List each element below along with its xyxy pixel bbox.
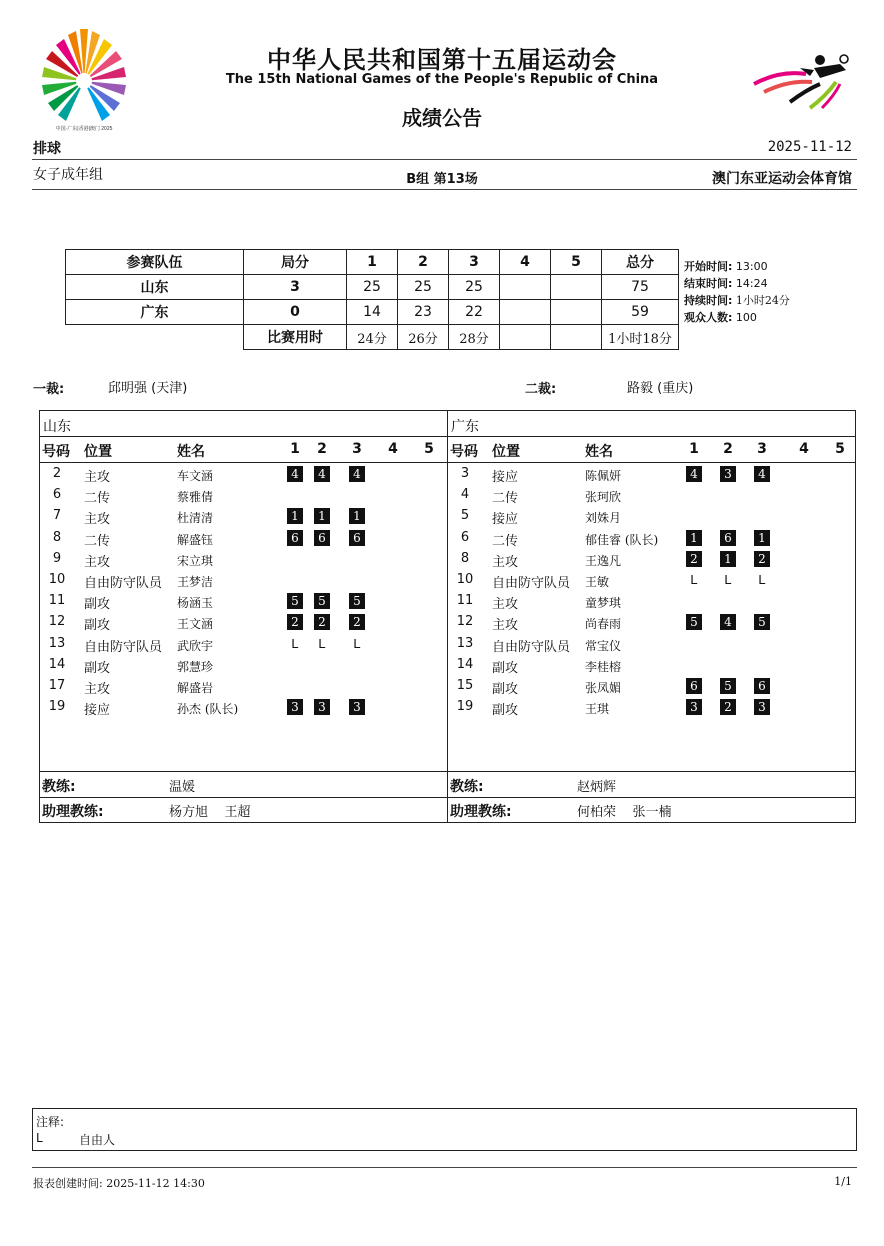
player-name: 王敏 (585, 575, 610, 589)
starting-position: 3 (754, 699, 770, 715)
player-position: 主攻 (492, 597, 519, 613)
starting-position: 2 (314, 614, 330, 630)
header-set-2: 2 (723, 441, 733, 457)
header-set-1: 1 (347, 250, 398, 275)
notes-meaning: 自由人 (79, 1133, 116, 1147)
player-number: 14 (456, 656, 474, 672)
player-row (40, 634, 447, 655)
player-name: 宋立琪 (177, 553, 214, 568)
starting-position: L (724, 572, 732, 587)
second-referee-label: 二裁: (525, 382, 557, 397)
starting-position: 6 (287, 530, 303, 546)
end-time: 14:24 (735, 277, 768, 290)
player-name: 李桂榕 (585, 659, 622, 674)
player-name: 解盛岩 (177, 681, 214, 695)
player-name: 王逸凡 (585, 553, 622, 568)
player-number: 2 (52, 466, 62, 481)
player-name: 武欣宇 (177, 638, 214, 653)
team-b-set-2: 23 (398, 300, 449, 325)
score-row-team-b (66, 300, 679, 325)
duration-time: 1小时24分 (735, 294, 790, 307)
player-name: 王梦洁 (177, 575, 214, 589)
divider (448, 462, 855, 463)
end-time-label: 结束时间: (684, 277, 733, 290)
starting-position: 3 (314, 699, 330, 715)
starting-position: 4 (754, 466, 770, 482)
header-set-5: 5 (551, 250, 602, 275)
player-number: 8 (52, 529, 62, 545)
header-set-2: 2 (398, 250, 449, 275)
starting-position: 2 (287, 614, 303, 630)
team-b-set-1: 14 (347, 300, 398, 325)
player-position: 副攻 (492, 703, 519, 719)
starting-position: 1 (287, 508, 303, 524)
starting-position: 5 (287, 593, 303, 609)
divider (448, 797, 855, 798)
starting-position: L (758, 572, 766, 587)
team-a-set-5 (551, 275, 602, 300)
divider (448, 771, 855, 772)
score-table (65, 249, 679, 350)
player-name: 杨涵玉 (177, 596, 214, 611)
starting-position: 5 (720, 678, 736, 694)
player-name: 常宝仪 (585, 638, 622, 653)
player-position: 接应 (84, 703, 111, 719)
group-match-label: B组 第13场 (406, 172, 478, 187)
player-number: 17 (48, 678, 66, 693)
player-number: 6 (460, 529, 470, 545)
player-position: 自由防守队员 (492, 639, 571, 655)
player-name: 刘姝月 (585, 511, 622, 526)
team-a-set-1: 25 (347, 275, 398, 300)
player-position: 自由防守队员 (84, 639, 163, 655)
team-a-total: 75 (602, 275, 679, 300)
duration-set-5 (551, 325, 602, 350)
player-position: 主攻 (492, 554, 519, 570)
duration-set-3: 28分 (449, 325, 500, 350)
match-info (684, 258, 790, 326)
player-row (448, 570, 855, 591)
divider (40, 462, 447, 463)
coach-name: 温媛 (169, 780, 196, 795)
player-position: 二传 (84, 491, 111, 507)
player-row (448, 676, 855, 697)
audience-label: 观众人数: (684, 311, 733, 324)
duration-time-label: 持续时间: (684, 294, 733, 307)
team-a-sets: 3 (244, 275, 347, 300)
starting-position: L (353, 635, 361, 651)
player-position: 二传 (492, 533, 519, 549)
player-position: 主攻 (84, 682, 111, 697)
player-number: 10 (48, 572, 66, 587)
coach-label: 教练: (450, 779, 484, 795)
player-name: 蔡雅倩 (177, 490, 214, 505)
starting-position: 3 (686, 699, 702, 715)
divider (40, 771, 447, 772)
player-name: 杜清清 (177, 511, 214, 526)
sport-label: 排球 (33, 141, 61, 157)
player-row (40, 506, 447, 527)
audience-count: 100 (735, 311, 757, 324)
starting-position: 3 (349, 699, 365, 715)
team-b-set-4 (500, 300, 551, 325)
category-label: 女子成年组 (33, 167, 103, 183)
player-row (448, 528, 855, 549)
player-number: 9 (52, 550, 62, 566)
starting-position: 2 (686, 551, 702, 567)
start-time: 13:00 (735, 260, 768, 273)
player-position: 主攻 (492, 618, 519, 634)
team-a-name: 山东 (66, 275, 244, 300)
player-number: 11 (48, 593, 66, 609)
player-position: 二传 (84, 533, 111, 549)
player-number: 8 (460, 550, 470, 566)
logo-caption: 中国·广东|香港|澳门 2025 (55, 126, 113, 132)
player-number: 13 (48, 635, 66, 651)
divider (40, 436, 447, 437)
player-row (448, 464, 855, 485)
player-number: 4 (460, 487, 470, 503)
header-no: 号码 (42, 444, 70, 460)
coach-label: 教练: (42, 779, 76, 795)
player-number: 7 (52, 508, 62, 524)
header-set-3: 3 (449, 250, 500, 275)
player-name: 王琪 (585, 702, 610, 717)
starting-position: 1 (686, 530, 702, 546)
header-set-2: 2 (317, 441, 327, 457)
player-row (448, 612, 855, 633)
header-set-4: 4 (388, 441, 398, 457)
player-name: 郭慧珍 (177, 659, 214, 674)
starting-position: 6 (686, 678, 702, 694)
header-set-5: 5 (835, 441, 845, 457)
assistant-coach-label: 助理教练: (42, 804, 104, 820)
starting-position: 4 (314, 466, 330, 482)
team-name: 广东 (451, 419, 479, 435)
assistant-coach-names: 何柏荣 张一楠 (577, 805, 672, 820)
starting-position: 6 (754, 678, 770, 694)
player-row (40, 464, 447, 485)
match-date: 2025-11-12 (767, 139, 852, 155)
team-b-lineup (447, 410, 856, 823)
player-row (448, 485, 855, 506)
player-number: 11 (456, 593, 474, 609)
player-row (40, 485, 447, 506)
player-number: 19 (456, 699, 474, 715)
team-a-set-2: 25 (398, 275, 449, 300)
score-row-team-a (66, 275, 679, 300)
header-total: 总分 (602, 250, 679, 275)
player-number: 3 (460, 466, 470, 481)
games-title-en: The 15th National Games of the People's Republic of China (225, 72, 659, 87)
starting-position: L (318, 635, 326, 651)
player-row (448, 506, 855, 527)
player-row (40, 591, 447, 612)
header-no: 号码 (450, 444, 478, 460)
first-referee-label: 一裁: (33, 382, 65, 397)
games-title-cn: 中华人民共和国第十五届运动会 (267, 46, 617, 74)
header-divider-bottom (32, 189, 857, 190)
header-set-1: 1 (290, 441, 300, 457)
coach-name: 赵炳辉 (577, 780, 617, 795)
player-number: 13 (456, 635, 474, 651)
player-name: 张凤媚 (585, 681, 622, 695)
duration-set-4 (500, 325, 551, 350)
header-set-3: 3 (757, 441, 767, 457)
page-number: 1/1 (834, 1175, 852, 1188)
notes-box (32, 1108, 857, 1151)
footer-divider (32, 1167, 857, 1168)
team-name: 山东 (43, 419, 71, 435)
starting-position: L (690, 572, 698, 587)
player-position: 副攻 (492, 660, 519, 676)
starting-position: 2 (720, 699, 736, 715)
starting-position: 2 (349, 614, 365, 630)
team-b-set-3: 22 (449, 300, 500, 325)
duration-total: 1小时18分 (602, 325, 679, 350)
player-row (448, 655, 855, 676)
duration-set-1: 24分 (347, 325, 398, 350)
second-referee: 路毅 (重庆) (627, 381, 694, 396)
header-team: 参赛队伍 (66, 250, 244, 275)
starting-position: 5 (314, 593, 330, 609)
player-name: 郁佳睿 (队长) (585, 532, 659, 547)
starting-position: 5 (754, 614, 770, 630)
assistant-coach-label: 助理教练: (450, 804, 512, 820)
player-number: 15 (456, 678, 474, 693)
player-row (40, 676, 447, 697)
team-b-sets: 0 (244, 300, 347, 325)
starting-position: 3 (720, 466, 736, 482)
starting-position: 4 (349, 466, 365, 482)
player-position: 接应 (492, 470, 519, 485)
player-row (40, 570, 447, 591)
player-row (40, 528, 447, 549)
duration-row (66, 325, 679, 350)
player-number: 6 (52, 487, 62, 503)
header-divider (32, 159, 857, 160)
player-position: 主攻 (84, 512, 111, 528)
player-number: 12 (48, 614, 66, 630)
starting-position: 1 (754, 530, 770, 546)
report-created: 报表创建时间: 2025-11-12 14:30 (33, 1177, 205, 1190)
player-number: 12 (456, 614, 474, 630)
player-name: 解盛钰 (177, 532, 214, 547)
assistant-coach-names: 杨方旭 王超 (169, 805, 251, 820)
starting-position: 3 (287, 699, 303, 715)
player-position: 主攻 (84, 470, 111, 485)
starting-position: 4 (720, 614, 736, 630)
player-name: 童梦琪 (585, 596, 622, 611)
player-position: 副攻 (84, 597, 111, 613)
player-row (40, 697, 447, 718)
duration-set-2: 26分 (398, 325, 449, 350)
team-a-set-4 (500, 275, 551, 300)
starting-position: 6 (349, 530, 365, 546)
notes-label: 注释: (36, 1115, 65, 1129)
first-referee: 邱明强 (天津) (108, 381, 188, 396)
player-row (448, 697, 855, 718)
score-header-row (66, 250, 679, 275)
starting-position: 4 (686, 466, 702, 482)
header-name: 姓名 (177, 444, 205, 460)
team-a-set-3: 25 (449, 275, 500, 300)
player-position: 主攻 (84, 554, 111, 570)
starting-position: 6 (720, 530, 736, 546)
player-position: 接应 (492, 512, 519, 528)
venue-label: 澳门东亚运动会体育馆 (712, 171, 852, 187)
player-row (448, 591, 855, 612)
player-row (40, 655, 447, 676)
header-position: 位置 (492, 444, 520, 460)
starting-position: 6 (314, 530, 330, 546)
player-name: 张珂欣 (585, 490, 622, 505)
duration-label: 比赛用时 (244, 325, 347, 350)
player-row (40, 612, 447, 633)
player-row (40, 549, 447, 570)
starting-position: 1 (720, 551, 736, 567)
team-b-total: 59 (602, 300, 679, 325)
header-set-4: 4 (500, 250, 551, 275)
divider (448, 436, 855, 437)
player-name: 陈佩妍 (585, 469, 622, 483)
starting-position: 5 (686, 614, 702, 630)
header-set-3: 3 (352, 441, 362, 457)
starting-position: 1 (314, 508, 330, 524)
player-name: 王文涵 (177, 617, 214, 632)
header-sets: 局分 (244, 250, 347, 275)
header-set-5: 5 (424, 441, 434, 457)
header-position: 位置 (84, 444, 112, 460)
player-position: 副攻 (84, 660, 111, 676)
notes-symbol: L (36, 1131, 43, 1145)
team-b-set-5 (551, 300, 602, 325)
divider (40, 797, 447, 798)
player-position: 副攻 (84, 618, 111, 634)
page-title: 成绩公告 (402, 106, 482, 130)
starting-position: 4 (287, 466, 303, 482)
header-set-4: 4 (799, 441, 809, 457)
header-set-1: 1 (689, 441, 699, 457)
player-number: 5 (460, 508, 470, 524)
player-row (448, 634, 855, 655)
player-position: 副攻 (492, 682, 519, 697)
team-b-name: 广东 (66, 300, 244, 325)
start-time-label: 开始时间: (684, 260, 733, 273)
starting-position: 2 (754, 551, 770, 567)
starting-position: 1 (349, 508, 365, 524)
player-number: 14 (48, 656, 66, 672)
player-position: 自由防守队员 (492, 576, 571, 591)
player-position: 二传 (492, 491, 519, 507)
starting-position: L (291, 635, 299, 651)
player-row (448, 549, 855, 570)
player-name: 孙杰 (队长) (177, 702, 239, 717)
starting-position: 5 (349, 593, 365, 609)
player-number: 19 (48, 699, 66, 715)
player-number: 10 (456, 572, 474, 587)
team-a-lineup (39, 410, 448, 823)
header-name: 姓名 (585, 444, 613, 460)
player-name: 尚春雨 (585, 617, 622, 632)
player-name: 车文涵 (177, 469, 214, 483)
player-position: 自由防守队员 (84, 576, 163, 591)
